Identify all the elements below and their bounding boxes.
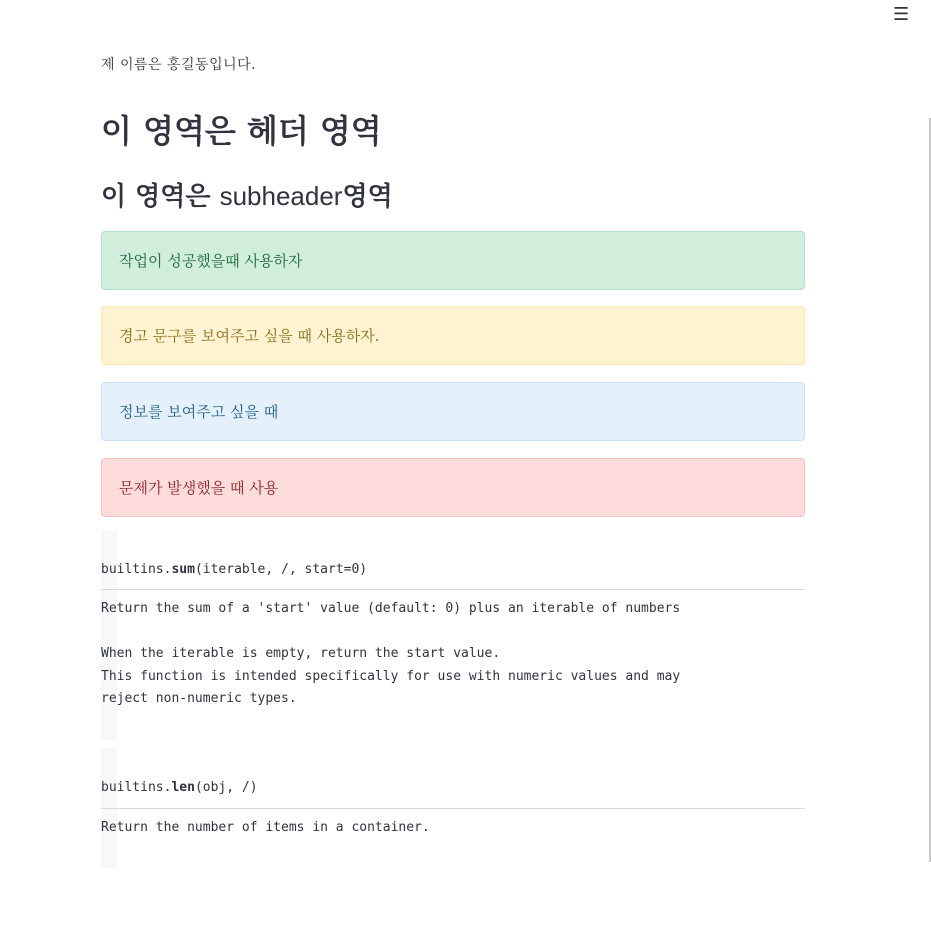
help-function-name: len <box>171 780 195 795</box>
help-divider <box>101 808 805 809</box>
hamburger-menu-button[interactable] <box>893 6 911 24</box>
help-module: builtins. <box>101 562 172 577</box>
subheader-prefix: 이 영역은 <box>101 182 220 212</box>
help-function-name: sum <box>171 562 195 577</box>
subheader-latin: subheader <box>219 181 343 211</box>
error-alert-text: 문제가 발생했을 때 사용 <box>119 479 279 497</box>
info-alert-text: 정보를 보여주고 싶을 때 <box>119 403 279 421</box>
intro-text: 제 이름은 홍길동입니다. <box>101 57 257 73</box>
help-divider <box>101 589 805 590</box>
success-alert <box>101 231 805 290</box>
warning-alert <box>101 306 805 365</box>
help-docstring: Return the sum of a 'start' value (default: 0) plus an iterable of numbers When the iterable is empty, return the start value. This function is intended specifically for use with numeric values and may reject non-numeric types. <box>101 601 681 706</box>
error-alert <box>101 458 805 517</box>
subheader-suffix: 영역 <box>342 182 393 212</box>
hamburger-menu-icon: ☰ <box>893 4 910 25</box>
info-alert <box>101 382 805 441</box>
page-subheader <box>101 176 393 213</box>
help-args: (iterable, /, start=0) <box>194 562 368 577</box>
page-header: 이 영역은 헤더 영역 <box>101 112 382 150</box>
help-signature <box>101 562 367 577</box>
help-signature <box>101 780 258 795</box>
warning-alert-text: 경고 문구를 보여주고 싶을 때 사용하자. <box>119 327 380 345</box>
help-module: builtins. <box>101 780 172 795</box>
success-alert-text: 작업이 성공했을때 사용하자 <box>119 252 303 270</box>
help-args: (obj, /) <box>194 780 258 795</box>
help-docstring: Return the number of items in a container. <box>101 820 430 835</box>
